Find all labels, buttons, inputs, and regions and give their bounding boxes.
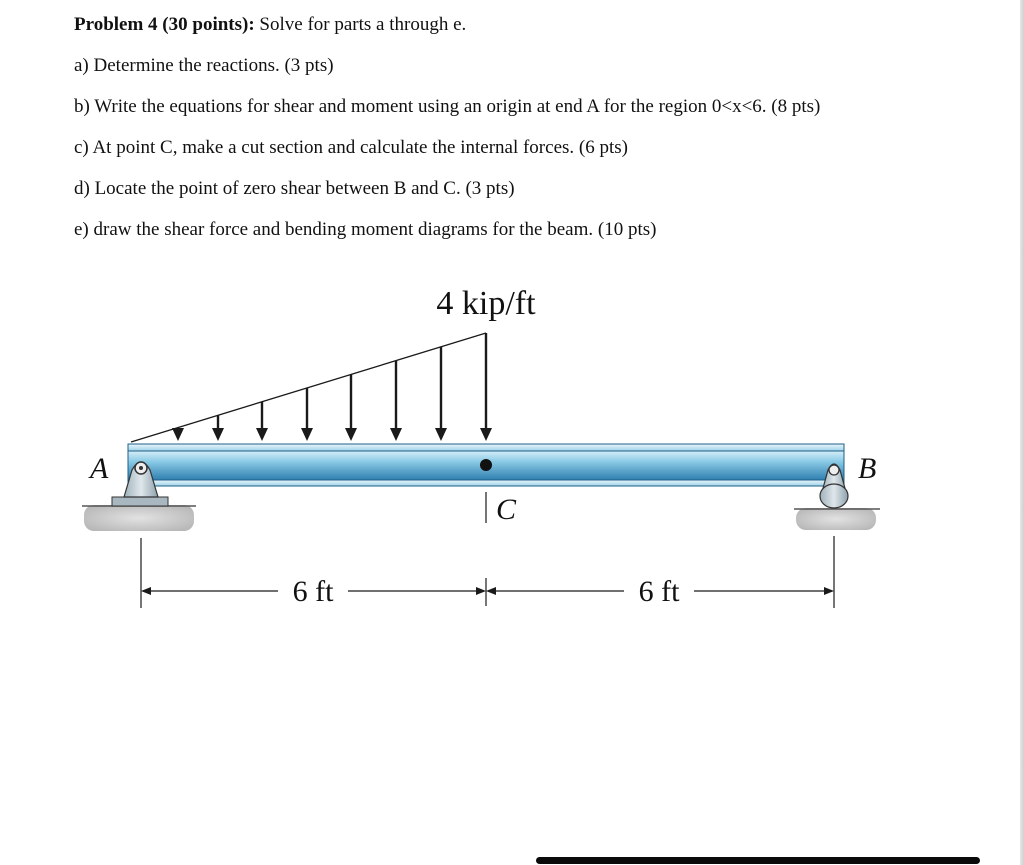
support-a-label: A: [90, 452, 109, 485]
dim-arrow-c-right: [486, 587, 496, 595]
problem-heading-bold: Problem 4 (30 points):: [74, 14, 255, 35]
load-envelope-line: [131, 333, 486, 442]
beam-bottom-flange: [128, 480, 844, 486]
dim-arrow-a: [141, 587, 151, 595]
ground-b: [796, 508, 876, 530]
dim-right-label: 6 ft: [638, 575, 680, 608]
load-arrow-head: [345, 428, 357, 441]
support-b-label: B: [858, 452, 877, 485]
home-indicator-bar: [536, 857, 980, 864]
ground-a: [84, 505, 194, 531]
problem-heading: [74, 12, 894, 38]
part-e: e) draw the shear force and bending moment diagrams for the beam. (10 pts): [74, 219, 657, 240]
dim-arrow-c-left: [476, 587, 486, 595]
load-arrows: [172, 333, 492, 441]
problem-text: [74, 12, 894, 258]
part-c: c) At point C, make a cut section and calculate the internal forces. (6 pts): [74, 137, 628, 158]
distributed-load: [131, 333, 492, 442]
part-d: d) Locate the point of zero shear between B and C. (3 pts): [74, 178, 515, 199]
base-plate-a: [112, 497, 168, 506]
beam-diagram: [0, 280, 1024, 620]
point-c-label: C: [496, 493, 517, 526]
dim-arrow-b: [824, 587, 834, 595]
load-arrow-head: [480, 428, 492, 441]
load-arrow-head: [172, 428, 184, 441]
beam-top-flange: [128, 444, 844, 451]
load-arrow-head: [256, 428, 268, 441]
load-arrow-head: [212, 428, 224, 441]
load-arrow-head: [390, 428, 402, 441]
point-c-dot: [480, 459, 492, 471]
problem-heading-rest: Solve for parts a through e.: [254, 14, 467, 35]
pin-a-center: [139, 466, 143, 470]
beam-figure: [0, 280, 1024, 620]
load-arrow-head: [301, 428, 313, 441]
pin-b: [829, 465, 839, 475]
load-arrow-head: [435, 428, 447, 441]
dimensions: [141, 536, 834, 608]
roller-b: [820, 484, 848, 508]
part-b: b) Write the equations for shear and moment using an origin at end A for the region 0<x<6. (8 pts): [74, 96, 821, 117]
dim-left-label: 6 ft: [292, 575, 334, 608]
load-label: 4 kip/ft: [436, 285, 536, 322]
part-a: a) Determine the reactions. (3 pts): [74, 55, 334, 76]
